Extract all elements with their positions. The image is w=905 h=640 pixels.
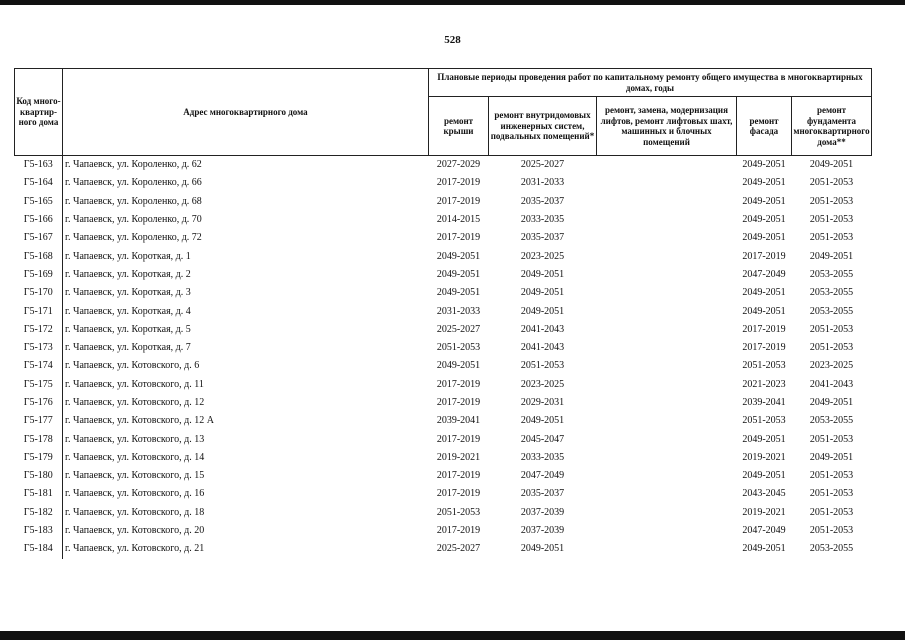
cell-roof: 2025-2027 — [436, 323, 481, 335]
cell-code: Г5-171 — [15, 302, 63, 320]
cell-foundation: 2049-2051 — [809, 159, 854, 171]
cell-engineering: 2035-2037 — [520, 195, 565, 207]
cell-facade: 2049-2051 — [742, 470, 786, 482]
cell-code: Г5-163 — [15, 156, 63, 175]
cell-code: Г5-174 — [15, 357, 63, 375]
cell-code: Г5-169 — [15, 266, 63, 284]
cell-foundation: 2023-2025 — [809, 360, 854, 372]
cell-engineering: 2023-2025 — [520, 250, 565, 262]
cell-roof: 2017-2019 — [436, 232, 481, 244]
table-row — [15, 302, 872, 320]
cell-roof: 2014-2015 — [436, 214, 481, 226]
cell-code: Г5-184 — [15, 540, 63, 558]
header-periods-group: Плановые периоды проведения работ по капитальному ремонту общего имущества в многоквартирных домах, годы — [429, 69, 872, 97]
cell-foundation: 2051-2053 — [809, 195, 854, 207]
cell-elevators — [597, 485, 737, 503]
cell-roof: 2019-2021 — [436, 451, 481, 463]
cell-address: г. Чапаевск, ул. Короткая, д. 3 — [65, 287, 191, 299]
cell-roof: 2049-2051 — [436, 360, 481, 372]
table-row — [15, 193, 872, 211]
cell-address: г. Чапаевск, ул. Котовского, д. 13 — [65, 433, 205, 445]
cell-facade: 2051-2053 — [742, 415, 786, 427]
cell-facade: 2047-2049 — [742, 268, 786, 280]
bottom-border-bar — [0, 631, 905, 640]
top-border-bar — [0, 0, 905, 5]
capital-repair-table — [14, 68, 872, 559]
header-address: Адрес многоквартирного дома — [63, 69, 429, 156]
cell-foundation: 2053-2055 — [809, 287, 854, 299]
cell-facade: 2049-2051 — [742, 195, 786, 207]
cell-code: Г5-176 — [15, 394, 63, 412]
cell-facade: 2021-2023 — [742, 378, 786, 390]
cell-elevators — [597, 394, 737, 412]
header-elevators: ремонт, замена, модернизация лифтов, ремонт лифтовых шахт, машинных и блочных помещений — [597, 97, 737, 156]
cell-facade: 2017-2019 — [742, 342, 786, 354]
cell-roof: 2017-2019 — [436, 397, 481, 408]
cell-foundation: 2051-2053 — [809, 323, 854, 335]
cell-elevators — [597, 376, 737, 394]
cell-roof: 2017-2019 — [436, 177, 481, 189]
cell-foundation: 2049-2051 — [809, 250, 854, 262]
cell-address: г. Чапаевск, ул. Короткая, д. 7 — [65, 342, 191, 354]
cell-facade: 2049-2051 — [742, 543, 786, 555]
cell-engineering: 2033-2035 — [520, 451, 565, 463]
cell-address: г. Чапаевск, ул. Котовского, д. 11 — [65, 378, 204, 390]
cell-foundation: 2053-2055 — [809, 305, 854, 317]
cell-elevators — [597, 302, 737, 320]
cell-foundation: 2051-2053 — [809, 525, 854, 537]
cell-engineering: 2045-2047 — [520, 433, 565, 445]
table-header — [15, 69, 872, 156]
cell-address: г. Чапаевск, ул. Котовского, д. 15 — [65, 470, 205, 482]
cell-code: Г5-180 — [15, 467, 63, 485]
cell-code: Г5-173 — [15, 339, 63, 357]
table-row — [15, 412, 872, 430]
cell-foundation: 2051-2053 — [809, 232, 854, 244]
cell-engineering: 2025-2027 — [520, 159, 565, 171]
cell-roof: 2049-2051 — [436, 268, 481, 280]
header-roof: ремонт крыши — [429, 97, 489, 156]
table-row — [15, 247, 872, 265]
cell-code: Г5-166 — [15, 211, 63, 229]
table-row — [15, 174, 872, 192]
cell-facade: 2039-2041 — [742, 397, 786, 408]
cell-engineering: 2035-2037 — [520, 232, 565, 244]
cell-foundation: 2049-2051 — [809, 397, 854, 408]
cell-facade: 2049-2051 — [742, 159, 786, 171]
cell-code: Г5-165 — [15, 193, 63, 211]
cell-code: Г5-164 — [15, 174, 63, 192]
cell-elevators — [597, 211, 737, 229]
table-row — [15, 229, 872, 247]
cell-address: г. Чапаевск, ул. Короткая, д. 4 — [65, 305, 191, 317]
table-row — [15, 522, 872, 540]
cell-foundation: 2051-2053 — [809, 342, 854, 354]
cell-facade: 2017-2019 — [742, 323, 786, 335]
table-row — [15, 156, 872, 175]
cell-code: Г5-182 — [15, 504, 63, 522]
table-row — [15, 467, 872, 485]
cell-roof: 2017-2019 — [436, 488, 481, 500]
cell-facade: 2019-2021 — [742, 451, 786, 463]
page-number: 528 — [444, 34, 461, 46]
cell-address: г. Чапаевск, ул. Котовского, д. 21 — [65, 543, 205, 555]
cell-foundation: 2049-2051 — [809, 451, 854, 463]
cell-engineering: 2051-2053 — [520, 360, 565, 372]
table-row — [15, 504, 872, 522]
cell-elevators — [597, 522, 737, 540]
cell-address: г. Чапаевск, ул. Короленко, д. 62 — [65, 159, 202, 171]
cell-elevators — [597, 357, 737, 375]
cell-elevators — [597, 412, 737, 430]
table-row — [15, 266, 872, 284]
cell-code: Г5-179 — [15, 449, 63, 467]
cell-engineering: 2029-2031 — [520, 397, 565, 408]
cell-roof: 2049-2051 — [436, 250, 481, 262]
cell-address: г. Чапаевск, ул. Короткая, д. 1 — [65, 250, 191, 262]
cell-code: Г5-175 — [15, 376, 63, 394]
cell-foundation: 2041-2043 — [809, 378, 854, 390]
cell-foundation: 2053-2055 — [809, 543, 854, 555]
cell-facade: 2047-2049 — [742, 525, 786, 537]
cell-address: г. Чапаевск, ул. Короленко, д. 68 — [65, 195, 202, 207]
cell-facade: 2049-2051 — [742, 287, 786, 299]
cell-elevators — [597, 540, 737, 558]
cell-foundation: 2053-2055 — [809, 415, 854, 427]
table-row — [15, 357, 872, 375]
cell-engineering: 2033-2035 — [520, 214, 565, 226]
cell-roof: 2025-2027 — [436, 543, 481, 555]
cell-foundation: 2051-2053 — [809, 214, 854, 226]
table-row — [15, 211, 872, 229]
cell-facade: 2017-2019 — [742, 250, 786, 262]
cell-foundation: 2053-2055 — [809, 268, 854, 280]
cell-elevators — [597, 504, 737, 522]
cell-elevators — [597, 449, 737, 467]
cell-roof: 2017-2019 — [436, 378, 481, 390]
cell-engineering: 2049-2051 — [520, 268, 565, 280]
cell-engineering: 2037-2039 — [520, 525, 565, 537]
cell-elevators — [597, 266, 737, 284]
cell-address: г. Чапаевск, ул. Короленко, д. 66 — [65, 177, 202, 189]
cell-facade: 2043-2045 — [742, 488, 786, 500]
cell-elevators — [597, 339, 737, 357]
table-row — [15, 321, 872, 339]
cell-code: Г5-168 — [15, 247, 63, 265]
cell-facade: 2049-2051 — [742, 232, 786, 244]
header-facade: ремонт фасада — [737, 97, 792, 156]
cell-code: Г5-183 — [15, 522, 63, 540]
cell-code: Г5-167 — [15, 229, 63, 247]
cell-foundation: 2051-2053 — [809, 470, 854, 482]
cell-engineering: 2049-2051 — [520, 287, 565, 299]
cell-code: Г5-181 — [15, 485, 63, 503]
cell-address: г. Чапаевск, ул. Короленко, д. 72 — [65, 232, 202, 244]
table-row — [15, 449, 872, 467]
cell-roof: 2051-2053 — [436, 506, 481, 518]
cell-engineering: 2023-2025 — [520, 378, 565, 390]
cell-roof: 2031-2033 — [436, 305, 481, 317]
cell-facade: 2051-2053 — [742, 360, 786, 372]
cell-code: Г5-178 — [15, 430, 63, 448]
cell-roof: 2017-2019 — [436, 195, 481, 207]
table-row — [15, 394, 872, 412]
table-row — [15, 339, 872, 357]
cell-engineering: 2031-2033 — [520, 177, 565, 189]
table-body — [15, 156, 872, 559]
cell-elevators — [597, 156, 737, 175]
cell-facade: 2049-2051 — [742, 305, 786, 317]
header-foundation: ремонт фундамента многоквартирного дома** — [792, 97, 872, 156]
cell-code: Г5-177 — [15, 412, 63, 430]
cell-roof: 2027-2029 — [436, 159, 481, 171]
cell-engineering: 2049-2051 — [520, 543, 565, 555]
cell-code: Г5-170 — [15, 284, 63, 302]
cell-elevators — [597, 193, 737, 211]
cell-engineering: 2041-2043 — [520, 342, 565, 354]
cell-foundation: 2051-2053 — [809, 177, 854, 189]
cell-roof: 2017-2019 — [436, 470, 481, 482]
cell-facade: 2049-2051 — [742, 214, 786, 226]
cell-roof: 2051-2053 — [436, 342, 481, 354]
cell-roof: 2039-2041 — [436, 415, 481, 427]
cell-elevators — [597, 174, 737, 192]
cell-engineering: 2041-2043 — [520, 323, 565, 335]
cell-address: г. Чапаевск, ул. Котовского, д. 16 — [65, 488, 205, 500]
header-engineering: ремонт внутридомовых инженерных систем, подвальных помещений* — [489, 97, 597, 156]
cell-elevators — [597, 229, 737, 247]
cell-elevators — [597, 321, 737, 339]
cell-roof: 2017-2019 — [436, 433, 481, 445]
cell-engineering: 2037-2039 — [520, 506, 565, 518]
cell-engineering: 2047-2049 — [520, 470, 565, 482]
cell-engineering: 2049-2051 — [520, 415, 565, 427]
cell-address: г. Чапаевск, ул. Котовского, д. 20 — [65, 525, 205, 537]
cell-foundation: 2051-2053 — [809, 433, 854, 445]
cell-foundation: 2051-2053 — [809, 506, 854, 518]
cell-elevators — [597, 467, 737, 485]
cell-address: г. Чапаевск, ул. Короткая, д. 5 — [65, 323, 191, 335]
cell-address: г. Чапаевск, ул. Короткая, д. 2 — [65, 268, 191, 280]
table-row — [15, 540, 872, 558]
cell-elevators — [597, 284, 737, 302]
table-row — [15, 284, 872, 302]
cell-roof: 2049-2051 — [436, 287, 481, 299]
cell-engineering: 2035-2037 — [520, 488, 565, 500]
cell-address: г. Чапаевск, ул. Котовского, д. 6 — [65, 360, 200, 372]
cell-facade: 2019-2021 — [742, 506, 786, 518]
cell-facade: 2049-2051 — [742, 433, 786, 445]
cell-address: г. Чапаевск, ул. Короленко, д. 70 — [65, 214, 202, 226]
cell-address: г. Чапаевск, ул. Котовского, д. 14 — [65, 451, 205, 463]
table-row — [15, 430, 872, 448]
table-row — [15, 485, 872, 503]
cell-elevators — [597, 430, 737, 448]
cell-engineering: 2049-2051 — [520, 305, 565, 317]
cell-elevators — [597, 247, 737, 265]
cell-roof: 2017-2019 — [436, 525, 481, 537]
cell-address: г. Чапаевск, ул. Котовского, д. 12 А — [65, 415, 214, 427]
cell-address: г. Чапаевск, ул. Котовского, д. 12 — [65, 397, 205, 408]
cell-foundation: 2051-2053 — [809, 488, 854, 500]
header-code: Код много-квартир-ного дома — [15, 69, 63, 156]
table-row — [15, 376, 872, 394]
cell-facade: 2049-2051 — [742, 177, 786, 189]
cell-code: Г5-172 — [15, 321, 63, 339]
cell-address: г. Чапаевск, ул. Котовского, д. 18 — [65, 506, 205, 518]
